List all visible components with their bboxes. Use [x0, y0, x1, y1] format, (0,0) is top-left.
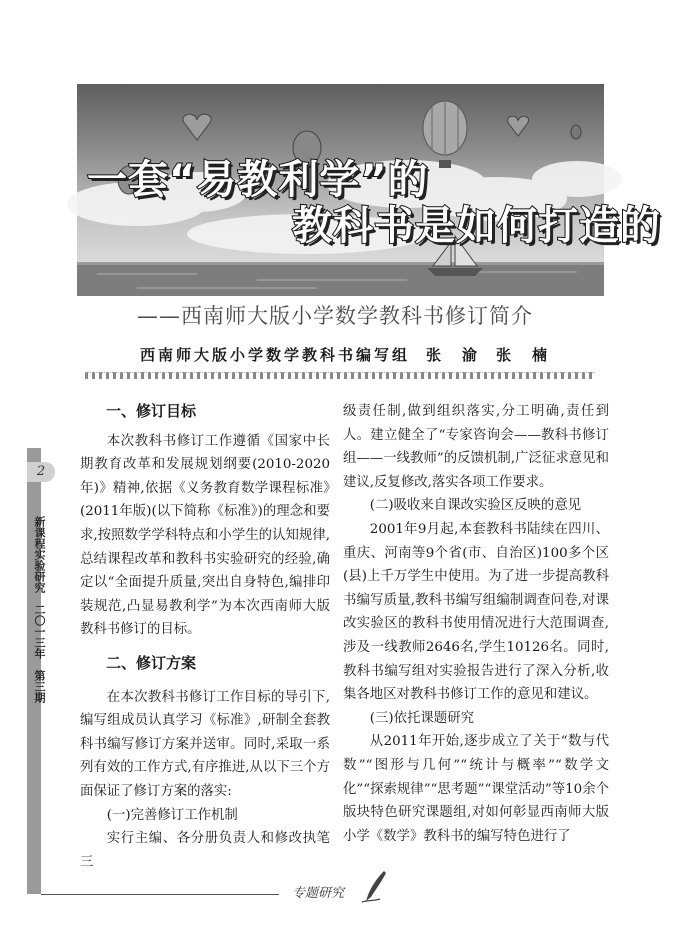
- section-heading: 一、修订目标: [106, 402, 197, 420]
- paragraph: 实行主编、各分册负责人和修改执笔三: [80, 831, 330, 870]
- paragraph: 2001年9月起,本套教科书陆续在四川、重庆、河南等9个省(市、自治区)100多个区(县)上千万学生中使用。为了进一步提高教科书编写质量,教科书编写组编制调查问卷,对课改实验区的教科书使用情况进行大范围调查,涉及一线教师2646名,学生10126名。同时,教科书编写组对实验报告进行了深入分析,收集各地区对教科书修订工作的意见和建议。: [343, 521, 609, 703]
- journal-issue-label: 新课程实验研究 二〇一三年 第三期: [33, 516, 46, 703]
- subsection-heading: (三)依托课题研究: [369, 710, 474, 726]
- hot-air-balloon-icon: [423, 101, 467, 168]
- subsection-heading: (二)吸收来自课改实验区反映的意见: [369, 498, 582, 514]
- left-column: [80, 400, 330, 874]
- balloon-icon: [571, 125, 581, 139]
- article-title-line-1: 一套“易教利学”的: [87, 157, 429, 203]
- paragraph: 本次教科书修订工作遵循《国家中长期教育改革和发展规划纲要(2010-2020年)》精神,依据《义务教育数学课程标准》(2011年版)(以下简称《标准》)的理念和要求,按照数学学科特点和小学生的认知规律,总结课程改革和教科书实验研究的经验,确定以“全面提升质量,突出自身特色,编排印装规范,凸显易教利学”为本次西南师大版教科书修订的目标。: [80, 433, 330, 638]
- article-title-line-2: 教科书是如何打造的: [292, 203, 661, 249]
- author-group: 西南师大版小学数学教科书编写组: [140, 346, 411, 364]
- section-heading: 二、修订方案: [106, 653, 197, 672]
- heart-balloon-icon: [183, 114, 211, 140]
- author-name: 张 渝: [426, 346, 481, 364]
- title-banner: [77, 84, 661, 296]
- section-label: 专题研究: [292, 886, 345, 901]
- paragraph: 从2011年开始,逐步成立了关于“数与代数”“图形与几何”“统计与概率”“数学文化”“探索规律”“思考题”“课堂活动”等10余个版块特色研究课题组,对如何彰显西南师大版小学《数学》教科书的编写特色进行了: [343, 734, 609, 844]
- right-column: [343, 400, 609, 848]
- paragraph: 在本次教科书修订工作目标的导引下,编写组成员认真学习《标准》,研制全套教科书编写修订方案并送审。同时,采取一系列有效的工作方式,有序推进,从以下三个方面保证了修订方案的落实:: [80, 689, 330, 799]
- page-number: 2: [27, 462, 55, 482]
- subsection-heading: (一)完善修订工作机制: [106, 807, 238, 823]
- footer-rule: [41, 894, 279, 895]
- heart-balloon-icon: [508, 116, 529, 136]
- author-line: [140, 344, 550, 365]
- ornamental-divider: [85, 372, 595, 379]
- author-name: 张 楠: [496, 346, 551, 364]
- pen-nib-icon: [362, 869, 388, 903]
- article-subtitle: ——西南师大版小学数学教科书修订简介: [137, 304, 533, 328]
- paragraph: 级责任制,做到组织落实,分工明确,责任到人。建立健全了“专家咨询会——教科书修订组——一线教师”的反馈机制,广泛征求意见和建议,反复修改,落实各项工作要求。: [343, 404, 609, 490]
